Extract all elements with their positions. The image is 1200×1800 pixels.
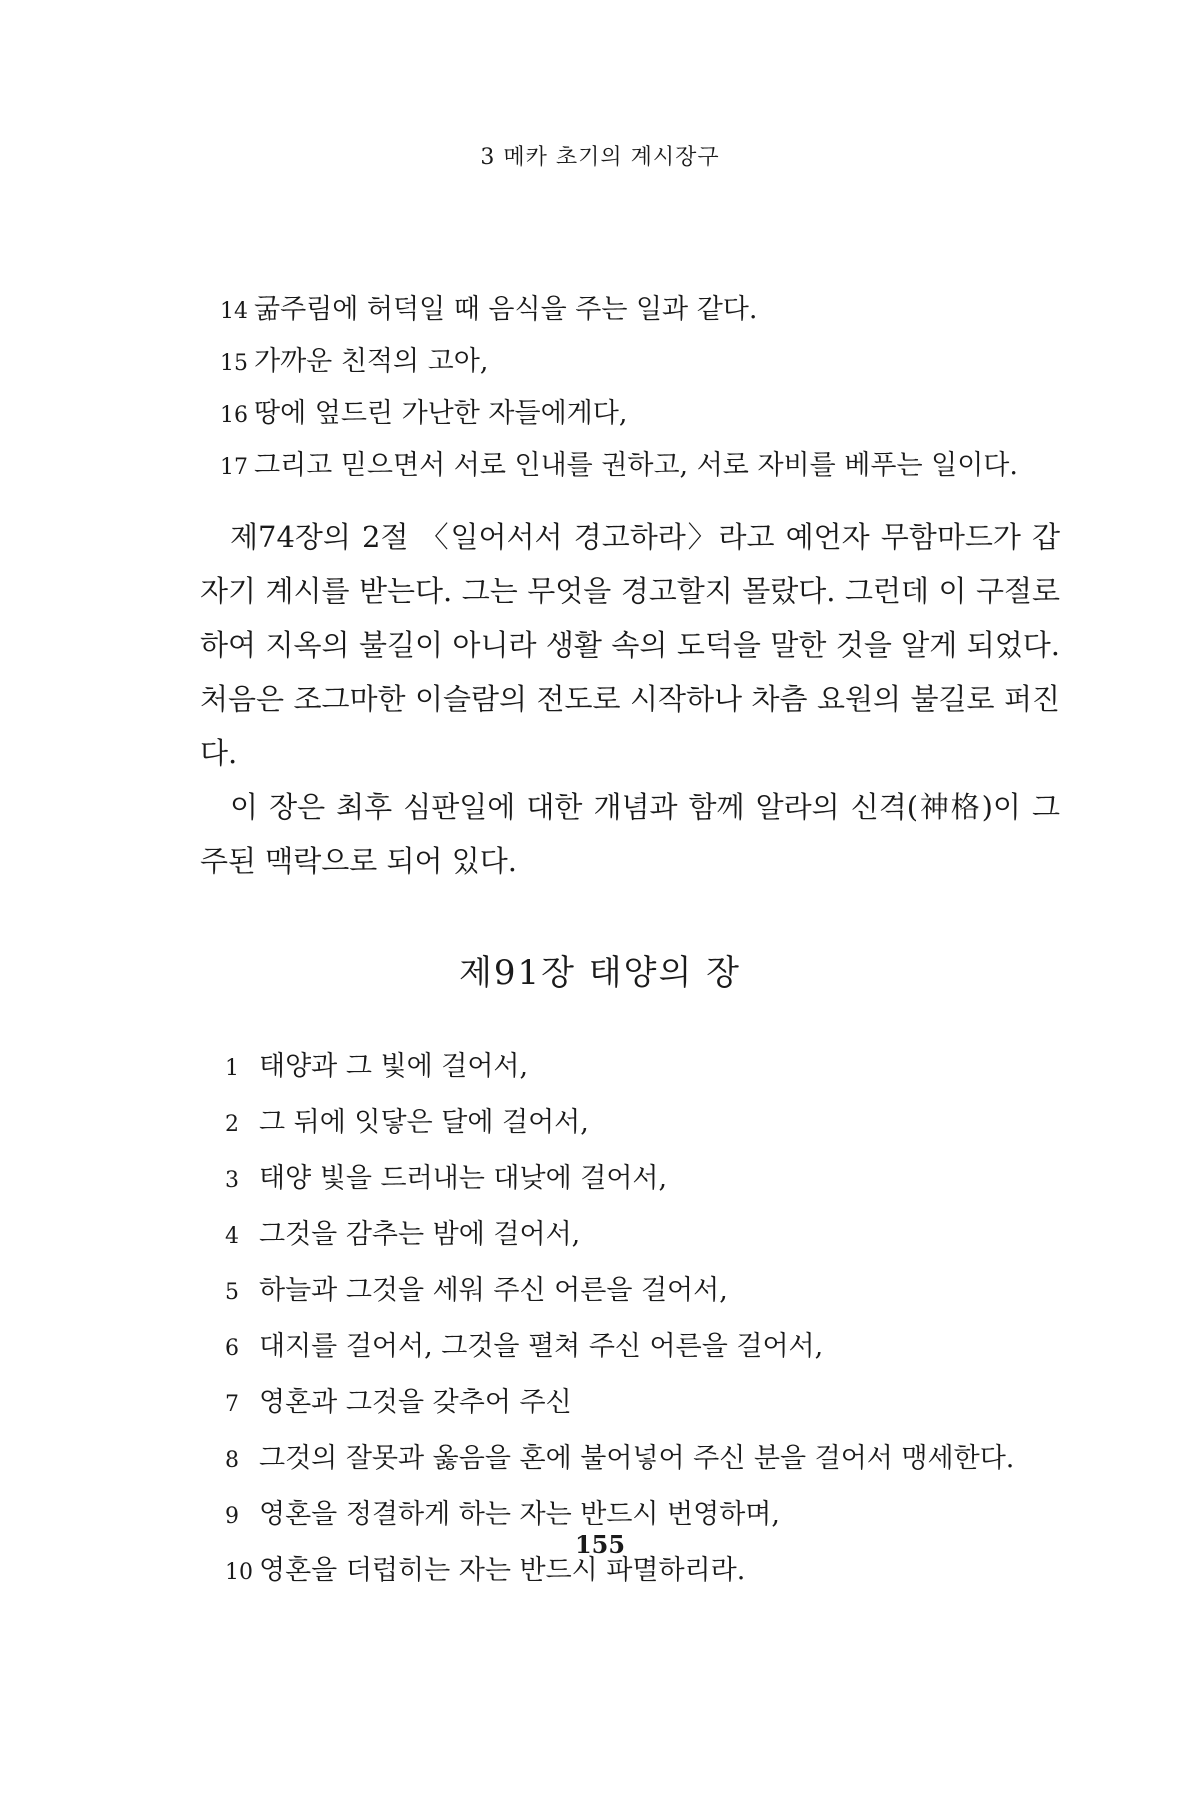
verse-number: 6 <box>225 1336 239 1361</box>
verse-number: 7 <box>225 1392 239 1417</box>
verse-number: 2 <box>225 1112 239 1137</box>
commentary <box>200 510 1060 888</box>
verse-text: 하늘과 그것을 세워 주신 어른을 걸어서, <box>259 1275 728 1306</box>
verse-text: 굶주림에 허덕일 때 음식을 주는 일과 같다. <box>254 294 758 325</box>
verse-line <box>220 337 1100 389</box>
verse-line <box>225 1320 1105 1376</box>
verse-number: 16 <box>220 403 248 428</box>
verse-line <box>225 1432 1105 1488</box>
verse-number: 5 <box>225 1280 239 1305</box>
verse-line <box>220 389 1100 441</box>
verse-line <box>225 1040 1105 1096</box>
verse-text: 가까운 친적의 고아, <box>254 346 489 377</box>
verse-text: 태양 빛을 드러내는 대낮에 걸어서, <box>259 1163 668 1194</box>
verse-line <box>220 285 1100 337</box>
verse-number: 15 <box>220 351 248 376</box>
verse-line <box>225 1208 1105 1264</box>
verse-text: 태양과 그 빛에 걸어서, <box>259 1051 529 1082</box>
verse-number: 3 <box>225 1168 239 1193</box>
commentary-paragraph: 제74장의 2절 〈일어서서 경고하라〉라고 예언자 무함마드가 갑자기 계시를 받는다. 그는 무엇을 경고할지 몰랐다. 그런데 이 구절로 하여 지옥의 불길이 아니라 생활 속의 도덕을 말한 것을 알게 되었다. 처음은 조그마한 이슬람의 전도로 시작하나 차츰 요원의 불길로 퍼진다. <box>200 520 1060 770</box>
verse-text: 그 뒤에 잇닿은 달에 걸어서, <box>259 1107 589 1138</box>
verse-number: 8 <box>225 1448 239 1473</box>
verse-line <box>225 1376 1105 1432</box>
verse-number: 10 <box>225 1560 253 1585</box>
verse-line <box>225 1152 1105 1208</box>
verse-text: 영혼을 정결하게 하는 자는 반드시 번영하며, <box>259 1499 780 1530</box>
verse-number: 17 <box>220 455 248 480</box>
running-head: 3 메카 초기의 계시장구 <box>480 145 720 170</box>
verse-line <box>220 441 1100 493</box>
commentary-paragraph: 이 장은 최후 심판일에 대한 개념과 함께 알라의 신격(神格)이 그 주된 맥락으로 되어 있다. <box>200 790 1060 878</box>
verse-line <box>225 1264 1105 1320</box>
verse-line <box>225 1096 1105 1152</box>
verse-number: 14 <box>220 299 248 324</box>
verse-text: 그리고 믿으면서 서로 인내를 권하고, 서로 자비를 베푸는 일이다. <box>254 450 1018 481</box>
verse-text: 그것을 감추는 밤에 걸어서, <box>259 1219 581 1250</box>
chapter-title: 제91장 태양의 장 <box>459 953 741 993</box>
verse-list-bottom <box>225 1040 1105 1600</box>
page-number: 155 <box>574 1530 626 1559</box>
verse-number: 9 <box>225 1504 239 1529</box>
verse-text: 영혼을 더럽히는 자는 반드시 파멸하리라. <box>259 1555 746 1586</box>
verse-text: 그것의 잘못과 옳음을 혼에 불어넣어 주신 분을 걸어서 맹세한다. <box>259 1443 1015 1474</box>
verse-text: 영혼과 그것을 갖추어 주신 <box>259 1387 572 1418</box>
verse-number: 4 <box>225 1224 239 1249</box>
verse-number: 1 <box>225 1056 239 1081</box>
verse-list-top <box>220 285 1100 493</box>
verse-text: 대지를 걸어서, 그것을 펼쳐 주신 어른을 걸어서, <box>259 1331 824 1362</box>
verse-text: 땅에 엎드린 가난한 자들에게다, <box>254 398 628 429</box>
